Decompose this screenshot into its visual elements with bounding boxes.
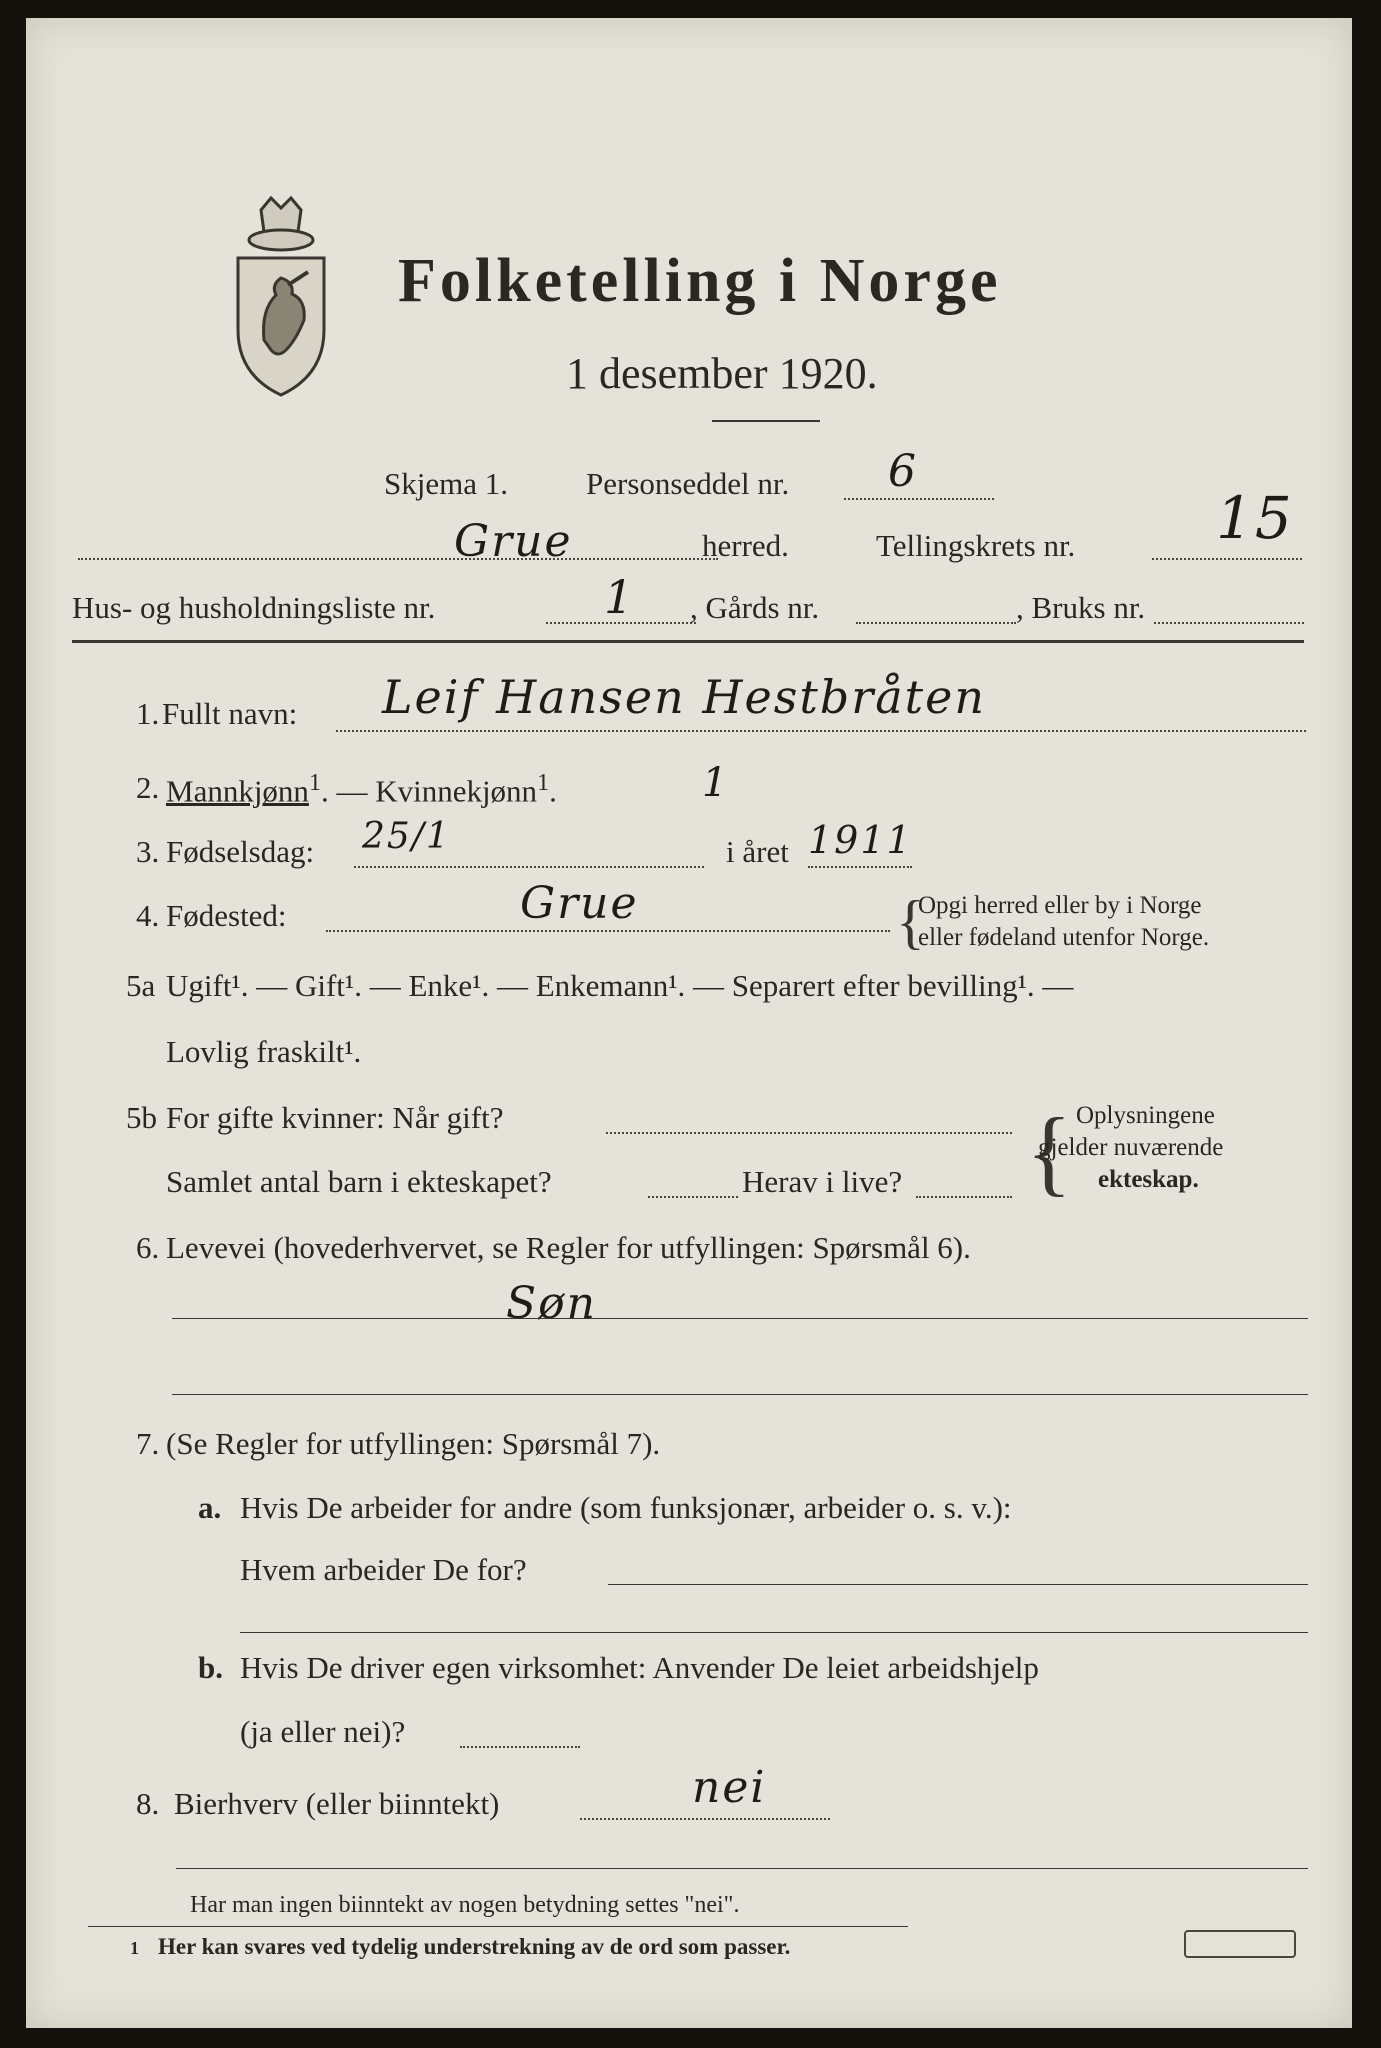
birthplace-note-2: eller fødeland utenfor Norge. <box>918 924 1210 951</box>
footnote-divider <box>88 1926 908 1927</box>
q7-label: (Se Regler for utfyllingen: Spørsmål 7). <box>166 1426 661 1461</box>
q1-label: Fullt navn: <box>162 696 298 731</box>
no-income-note: Har man ingen biinntekt av nogen betydning settes "nei". <box>190 1892 740 1918</box>
q7a-line <box>608 1584 1308 1585</box>
sex-value: 1 <box>702 760 730 806</box>
q3-label: Fødselsdag: <box>166 834 315 869</box>
q1-number: 1. <box>136 696 160 731</box>
footnote-text: Her kan svares ved tydelig understrekning av de ord som passer. <box>158 1934 791 1959</box>
q3-day-line <box>354 866 704 868</box>
gards-label: , Gårds nr. <box>690 590 820 625</box>
married-when-label: For gifte kvinner: Når gift? <box>166 1100 504 1135</box>
male-option: Mannkjønn <box>166 773 309 809</box>
marital-status-divorced: Lovlig fraskilt¹. <box>166 1034 362 1069</box>
herred-label: herred. <box>702 528 789 563</box>
marriage-note-3: ekteskap. <box>1098 1166 1199 1193</box>
birthday-value: 25/1 <box>362 816 451 857</box>
census-form-page <box>26 18 1352 2028</box>
occupation-label: Levevei (hovederhvervet, se Regler for utfyllingen: Spørsmål 6). <box>166 1230 971 1265</box>
personseddel-value: 6 <box>888 446 918 497</box>
children-count-label: Samlet antal barn i ekteskapet? <box>166 1164 552 1199</box>
skjema-label: Skjema 1. <box>384 466 508 501</box>
birth-year-value: 1911 <box>808 818 913 862</box>
q7a-letter: a. <box>198 1490 222 1525</box>
bruks-label: , Bruks nr. <box>1016 590 1146 625</box>
q8-number: 8. <box>136 1786 160 1821</box>
header-separator <box>72 640 1304 643</box>
norwegian-coat-of-arms-icon <box>226 190 336 410</box>
q7b-letter: b. <box>198 1650 223 1685</box>
q5a-number: 5a <box>126 968 156 1003</box>
q7b-line <box>460 1746 580 1748</box>
side-income-label: Bierhverv (eller biinntekt) <box>174 1786 500 1821</box>
herred-value: Grue <box>454 516 573 567</box>
children-count-line <box>648 1196 738 1198</box>
side-income-line <box>580 1818 830 1820</box>
occupation-line-1 <box>172 1318 1308 1319</box>
tellingskrets-line <box>1152 558 1302 560</box>
q4-label: Fødested: <box>166 898 287 933</box>
bruks-line <box>1154 622 1304 624</box>
q2-number: 2. <box>136 770 160 805</box>
occupation-line-2 <box>172 1394 1308 1395</box>
footnote-marker: 1 <box>130 1938 139 1958</box>
year-label: i året <box>726 834 789 869</box>
personseddel-label: Personseddel nr. <box>586 466 790 501</box>
q4-line <box>326 930 890 932</box>
children-alive-line <box>916 1196 1012 1198</box>
q7-number: 7. <box>136 1426 160 1461</box>
q7b-line-1: Hvis De driver egen virksomhet: Anvender De leiet arbeidshjelp <box>240 1650 1039 1685</box>
q4-brace: { <box>896 889 925 955</box>
q1-line <box>336 730 1306 732</box>
q3-year-line <box>808 866 912 868</box>
q5b-number: 5b <box>126 1100 157 1135</box>
female-option: Kvinnekjønn <box>375 773 538 809</box>
census-date: 1 desember 1920. <box>566 349 878 398</box>
married-when-line <box>606 1132 1012 1134</box>
personseddel-line <box>844 498 994 500</box>
tellingskrets-label: Tellingskrets nr. <box>876 528 1076 563</box>
q7a-extra-line <box>240 1632 1308 1633</box>
tellingskrets-value: 15 <box>1216 484 1294 552</box>
side-income-line-2 <box>176 1868 1308 1869</box>
husholdningsliste-value: 1 <box>604 570 636 624</box>
q7a-line-1: Hvis De arbeider for andre (som funksjonær, arbeider o. s. v.): <box>240 1490 1012 1525</box>
birthplace-note-1: Opgi herred eller by i Norge <box>918 892 1202 919</box>
q5b-brace: { <box>1026 1098 1073 1205</box>
printer-stamp <box>1184 1930 1296 1958</box>
sex-options: Mannkjønn$^1$. — Kvinnekjønn$^1$. <box>166 770 557 809</box>
husholdningsliste-label: Hus- og husholdningsliste nr. <box>72 590 436 625</box>
gards-line <box>856 622 1016 624</box>
q6-number: 6. <box>136 1230 160 1265</box>
occupation-value: Søn <box>506 1278 597 1329</box>
q4-number: 4. <box>136 898 160 933</box>
q7b-line-2: (ja eller nei)? <box>240 1714 406 1749</box>
full-name-value: Leif Hansen Hestbråten <box>382 670 986 724</box>
title-divider <box>712 420 820 422</box>
marriage-note-1: Oplysningene <box>1076 1102 1215 1129</box>
side-income-value: nei <box>692 1762 767 1813</box>
form-title: Folketelling i Norge <box>398 247 1002 315</box>
children-alive-label: Herav i live? <box>742 1164 903 1199</box>
birthplace-value: Grue <box>520 878 639 929</box>
herred-line <box>78 558 718 560</box>
marriage-note-2: gjelder nuværende <box>1038 1134 1224 1161</box>
marital-status-options: Ugift¹. — Gift¹. — Enke¹. — Enkemann¹. — Separert efter bevilling¹. — <box>166 968 1074 1003</box>
q7a-line-2: Hvem arbeider De for? <box>240 1552 527 1587</box>
q3-number: 3. <box>136 834 160 869</box>
